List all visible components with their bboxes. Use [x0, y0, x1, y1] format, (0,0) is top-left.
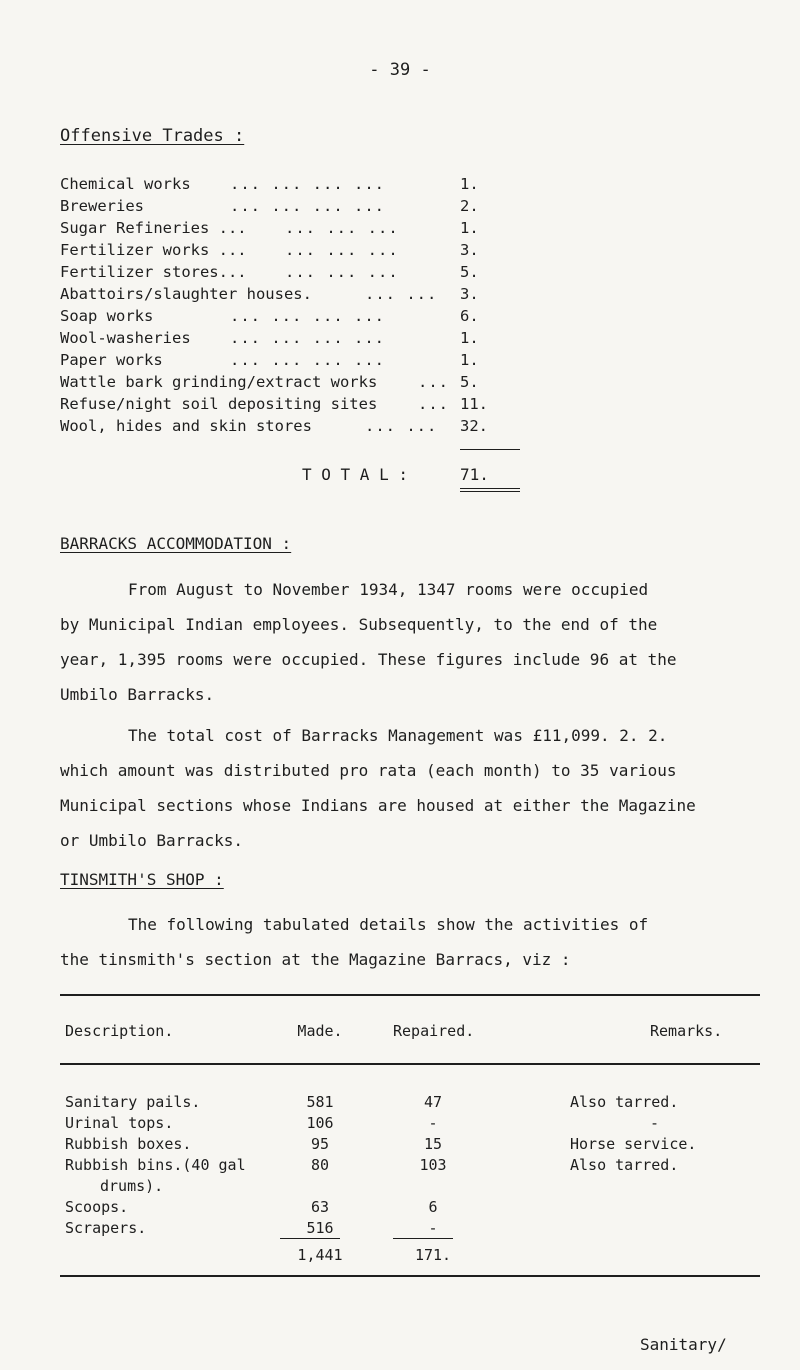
catchword: Sanitary/ — [640, 1335, 727, 1354]
trade-label: Wool-washeries — [60, 329, 191, 347]
leader-dots: ... ... ... ... — [230, 351, 385, 369]
tinsmith-paragraph — [60, 907, 750, 977]
cell-made: 80 — [310, 1156, 330, 1174]
leader-dots: ... ... — [365, 417, 438, 435]
trade-row — [60, 329, 520, 351]
trade-row — [60, 395, 520, 417]
trade-row — [60, 197, 520, 219]
trade-count: 11. — [460, 395, 488, 413]
column-header-remarks: Remarks. — [650, 1022, 723, 1040]
cell-description: Urinal tops. — [65, 1114, 174, 1132]
paragraph-line: From August to November 1934, 1347 rooms were occupied — [128, 580, 649, 599]
leader-dots: ... — [418, 395, 449, 413]
cell-repaired: - — [428, 1114, 438, 1132]
trade-count: 3. — [460, 241, 479, 259]
table-row — [60, 1114, 760, 1134]
trade-row — [60, 417, 520, 439]
leader-dots: ... ... ... — [285, 219, 399, 237]
trade-label: Sugar Refineries ... — [60, 219, 247, 237]
cell-made: 106 — [306, 1114, 334, 1132]
trade-label: Wool, hides and skin stores — [60, 417, 312, 435]
paragraph-line: by Municipal Indian employees. Subsequently, to the end of the — [60, 615, 658, 634]
total-rule-top — [460, 449, 520, 450]
table-row — [60, 1198, 760, 1218]
offensive-trades-heading: Offensive Trades : — [60, 126, 245, 146]
table-row-continuation — [60, 1177, 760, 1197]
paragraph-line: The following tabulated details show the activities of — [128, 915, 649, 934]
table-row — [60, 1093, 760, 1113]
column-header-repaired: Repaired. — [393, 1022, 475, 1040]
table-rule-bottom — [60, 1275, 760, 1277]
trade-count: 32. — [460, 417, 488, 435]
leader-dots: ... ... ... — [285, 241, 399, 259]
barracks-paragraph-1 — [60, 572, 750, 712]
trade-count: 3. — [460, 285, 479, 303]
table-row — [60, 1135, 760, 1155]
trade-label: Refuse/night soil depositing sites — [60, 395, 378, 413]
trade-row — [60, 263, 520, 285]
paragraph-line: which amount was distributed pro rata (each month) to 35 various — [60, 761, 677, 780]
cell-repaired: 103 — [419, 1156, 447, 1174]
total-value: 71. — [460, 465, 489, 484]
trade-count: 1. — [460, 329, 479, 347]
tinsmith-heading: TINSMITH'S SHOP : — [60, 870, 224, 889]
trade-row — [60, 373, 520, 395]
leader-dots: ... — [418, 373, 449, 391]
trade-label: Fertilizer stores... — [60, 263, 247, 281]
leader-dots: ... ... ... — [285, 263, 399, 281]
trade-count: 1. — [460, 351, 479, 369]
repaired-subtotal-rule — [393, 1238, 453, 1239]
paragraph-line: The total cost of Barracks Management was £11,099. 2. 2. — [128, 726, 668, 745]
table-rule-header — [60, 1063, 760, 1065]
trade-count: 6. — [460, 307, 479, 325]
table-row — [60, 1219, 760, 1239]
trade-label: Breweries — [60, 197, 144, 215]
paragraph-line: Municipal sections whose Indians are housed at either the Magazine — [60, 796, 696, 815]
cell-repaired: 47 — [423, 1093, 443, 1111]
cell-made: 63 — [310, 1198, 330, 1216]
table-row — [60, 1156, 760, 1176]
paragraph-line: or Umbilo Barracks. — [60, 831, 244, 850]
trade-label: Wattle bark grinding/extract works — [60, 373, 378, 391]
cell-remarks: Also tarred. — [570, 1156, 679, 1174]
trade-row — [60, 351, 520, 373]
cell-description: Rubbish bins.(40 gal — [65, 1156, 246, 1174]
trade-row — [60, 285, 520, 307]
paragraph-line: year, 1,395 rooms were occupied. These figures include 96 at the — [60, 650, 677, 669]
trade-row — [60, 219, 520, 241]
barracks-heading: BARRACKS ACCOMMODATION : — [60, 534, 292, 553]
trade-label: Abattoirs/slaughter houses. — [60, 285, 312, 303]
barracks-paragraph-2 — [60, 718, 750, 858]
trade-label: Fertilizer works ... — [60, 241, 247, 259]
trade-row — [60, 175, 520, 197]
cell-description: Rubbish boxes. — [65, 1135, 192, 1153]
cell-repaired: 6 — [428, 1198, 438, 1216]
made-subtotal-rule — [280, 1238, 340, 1239]
paragraph-line: the tinsmith's section at the Magazine Barracs, viz : — [60, 950, 571, 969]
table-header-row — [60, 1022, 760, 1042]
trade-count: 1. — [460, 175, 479, 193]
paragraph-line: Umbilo Barracks. — [60, 685, 215, 704]
trade-row — [60, 241, 520, 263]
cell-description: Scoops. — [65, 1198, 129, 1216]
column-header-description: Description. — [65, 1022, 174, 1040]
cell-description: Scrapers. — [65, 1219, 147, 1237]
trade-count: 2. — [460, 197, 479, 215]
cell-description: Sanitary pails. — [65, 1093, 201, 1111]
total-rule-double-1 — [460, 488, 520, 489]
total-label: T O T A L : — [302, 465, 408, 484]
trade-count: 1. — [460, 219, 479, 237]
trade-label: Paper works — [60, 351, 163, 369]
trade-label: Soap works — [60, 307, 154, 325]
total-rule-double-2 — [460, 491, 520, 492]
cell-remarks: - — [650, 1114, 660, 1132]
trade-count: 5. — [460, 373, 479, 391]
column-header-made: Made. — [297, 1022, 343, 1040]
leader-dots: ... ... ... ... — [230, 329, 385, 347]
cell-made: 95 — [310, 1135, 330, 1153]
cell-made: 516 — [306, 1219, 334, 1237]
cell-repaired: - — [428, 1219, 438, 1237]
trade-count: 5. — [460, 263, 479, 281]
leader-dots: ... ... ... ... — [230, 307, 385, 325]
total-repaired: 171. — [414, 1246, 452, 1264]
cell-made: 581 — [306, 1093, 334, 1111]
table-rule-top — [60, 994, 760, 996]
trade-row — [60, 307, 520, 329]
cell-remarks: Also tarred. — [570, 1093, 679, 1111]
total-made: 1,441 — [297, 1246, 343, 1264]
cell-description: drums). — [100, 1177, 164, 1195]
page-number: - 39 - — [369, 60, 431, 80]
table-totals-row — [60, 1246, 760, 1266]
cell-remarks: Horse service. — [570, 1135, 697, 1153]
leader-dots: ... ... ... ... — [230, 197, 385, 215]
cell-repaired: 15 — [423, 1135, 443, 1153]
leader-dots: ... ... — [365, 285, 438, 303]
trade-label: Chemical works — [60, 175, 191, 193]
leader-dots: ... ... ... ... — [230, 175, 385, 193]
